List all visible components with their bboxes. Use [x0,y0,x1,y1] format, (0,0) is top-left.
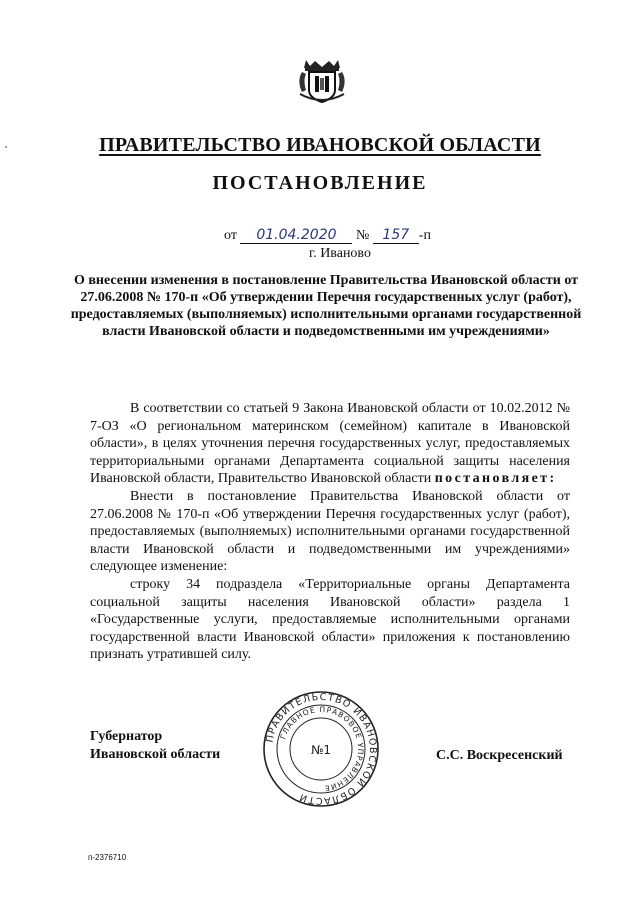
signatory-position [90,728,220,764]
footer-code: п-2376710 [88,853,127,862]
ivanovo-coat-of-arms-icon [296,56,348,104]
number-suffix: -п [418,228,431,243]
resolves-word: постановляет: [434,471,557,487]
body-paragraph-3: строку 34 подраздела «Территориальные органы Департамента социальной защиты населения Ивановской области» раздела 1 «Государственные услуги, предоставляемые исполнительными органами государственной власти Ивановской области» приложения к постановлению признать утратившей силу. [90,576,570,663]
seal-center-number: №1 [310,743,332,757]
signatory-name: С.С. Воскресенский [436,748,563,763]
document-body [90,400,570,664]
body-paragraph-1-text: В соответствии со статьей 9 Закона Ивановской области от 10.02.2012 № 7-ОЗ «О региональном материнском (семейном) капитале в Ивановской области», в целях уточнения перечня государственных услуг, предоставляемых территориальными органами Департамента социальной защиты населения Ивановской области, Правительство Ивановской области [90,401,570,487]
signatory-position-line1: Губернатор [90,729,163,744]
body-paragraph-2: Внести в постановление Правительства Ивановской области от 27.06.2008 № 170-п «Об утверждении Перечня государственных услуг (работ), предоставляемых (выполняемых) исполнительными органами государственной власти Ивановской области и подведомственными им учреждениями» следующее изменение: [90,488,570,575]
document-date: 01.04.2020 [240,228,352,244]
government-title [0,134,640,157]
official-seal [262,690,380,808]
from-label: от [224,228,237,243]
body-paragraph-1 [90,400,570,488]
number-label: № [355,228,370,243]
city: г. Иваново [309,246,371,261]
document-subject: О внесении изменения в постановление Правительства Ивановской области от 27.06.2008 № 170-п «Об утверждении Перечня государственных услуг (работ), предоставляемых (выполняемых) исполнительными органами государственной власти Ивановской области и подведомственными им учреждениями» [70,273,582,339]
seal-outer-text: ПРАВИТЕЛЬСТВО ИВАНОВСКОЙ ОБЛАСТИ [264,691,379,807]
government-title-text: ПРАВИТЕЛЬСТВО ИВАНОВСКОЙ ОБЛАСТИ [99,134,541,156]
seal-inner-text: ГЛАВНОЕ ПРАВОВОЕ УПРАВЛЕНИЕ [278,704,366,793]
signatory-position-line2: Ивановской области [90,747,221,762]
document-number: 157 [373,228,419,244]
document-type: ПОСТАНОВЛЕНИЕ [212,172,428,194]
registration-line [224,228,431,244]
